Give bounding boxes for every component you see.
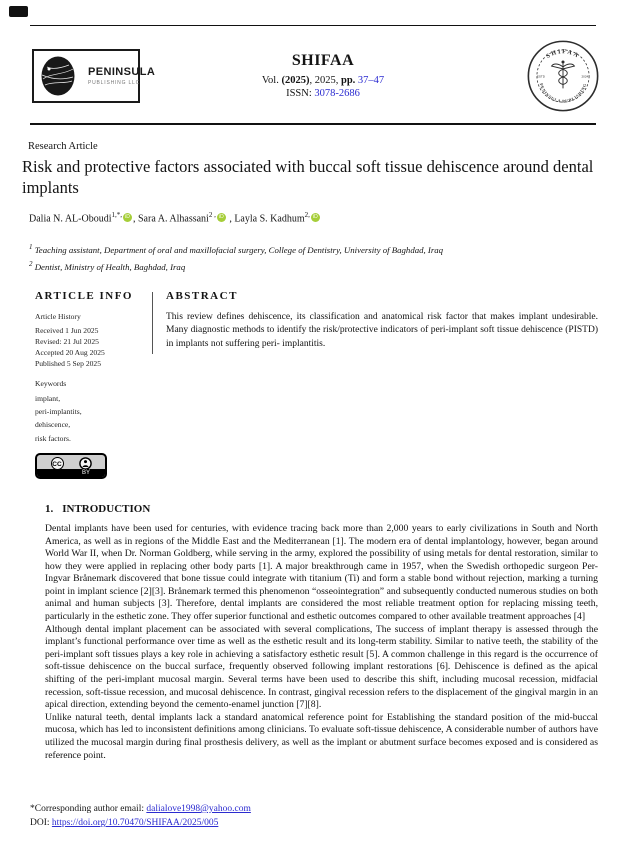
author-sup: 2 , <box>208 211 216 220</box>
seal-bottom-text: PENINSULA PUBLISHING <box>538 82 588 104</box>
vol-mid: , 2025, <box>309 74 341 86</box>
keyword-item: peri-implantits, <box>35 407 82 417</box>
orcid-icon[interactable]: iD <box>123 213 132 222</box>
history-item: Published 5 Sep 2025 <box>35 358 102 368</box>
svg-text:SHIFAA <box>546 49 581 60</box>
section-number: 1. <box>45 502 54 515</box>
affiliation-text: Dentist, Ministry of Health, Baghdad, Iraq <box>32 262 186 273</box>
intro-paragraph: Although dental implant placement can be associated with several complications, The success of implant therapy is assessed through the implant’s functional performance over time as well as the esthetic result and its long-term stability. Similar to native teeth, the stability of the peri-implant soft tissues plays a key role in achieving a satisfactory esthetic result [5]. A common challenge in this regard is the occurrence of soft-tissue dehiscence on the buccal surface, frequently observed following implant restorations [6]. Dehiscence is defined as the apical shifting of the peri-implant mucosal margin. Several terms have been used to describe this shift, including mucosal recession, midfacial recession, soft-tissue recession, and mucosal dehiscence. In contrast, gingival recession refers to the displacement of the gingival margin in an apical direction, extending beyond the cemento-enamel junction [7][8]. <box>45 623 598 711</box>
author-name: Sara A. Alhassani <box>138 213 209 225</box>
seal-year-text: 2024 <box>581 74 589 79</box>
abstract-heading: ABSTRACT <box>166 289 238 302</box>
volume-line <box>262 74 384 88</box>
author-separator: , <box>226 213 235 225</box>
authors-line <box>29 211 598 224</box>
seal-top-text: SHIFAA <box>545 49 581 60</box>
keyword-item: dehiscence, <box>35 420 71 430</box>
footnote <box>30 802 251 831</box>
affiliation-line <box>29 258 598 276</box>
author-separator: , <box>133 213 138 225</box>
intro-paragraph: Dental implants have been used for centuries, with evidence tracing back more than 2,000 years to early civilizations in South and North America, as well as in regions of the Middle East and the Mediterranean [1]. The modern era of dental implantology, however, began around World War II, when Dr. Norman Goldberg, while serving in the army, explored the possibility of using metals for dental restoration, similar to how they were applied in replacing other body parts [1]. A major breakthrough came in 1957, when the Swedish orthopedic surgeon Per-Ingvar Brånemark discovered that bone tissue could integrate with titanium (Ti) and form a stable bond without rejection, marking a turning point in implant science [2][3]. Brånemark termed this phenomenon “osseointegration” and subsequently conducted numerous studies on both animal and human subjects [3]. Therefore, dental implants are considered the most reliable treatment option for replacing missing teeth, particularly in the esthetic zone. They offer superior functional and esthetic outcomes compared to other available treatment approaches [4] <box>45 522 598 623</box>
affiliation-line <box>29 241 598 259</box>
pages-link[interactable]: 37–47 <box>355 74 385 86</box>
cc-by-license-badge[interactable] <box>35 453 107 479</box>
doi-line <box>30 816 251 830</box>
cc-by-label: BY <box>37 469 105 477</box>
corner-mark <box>9 6 28 17</box>
orcid-icon[interactable]: iD <box>217 213 226 222</box>
keyword-item: risk factors. <box>35 433 71 443</box>
abstract-text: This review defines dehiscence, its classification and anatomical risk factor that makes implant undesirable. Many diagnostic methods to identify the risk/protective indicators of peri-implant soft tissue dehiscence (PISTD) in implants not suffering peri- implantitis. <box>166 311 598 349</box>
doi-link[interactable]: https://doi.org/10.70470/SHIFAA/2025/005 <box>51 818 219 829</box>
affiliation-text: Teaching assistant, Department of oral and maxillofacial surgery, College of Dentistry, University of Baghdad, Iraq <box>32 244 444 255</box>
issn-line <box>262 87 384 101</box>
column-divider <box>152 292 153 354</box>
introduction-heading <box>45 503 598 515</box>
article-head <box>0 125 624 276</box>
cc-icon: CC <box>51 457 64 470</box>
correspondence-line <box>30 802 251 816</box>
section-title: INTRODUCTION <box>62 502 151 515</box>
journal-title: SHIFAA <box>291 51 355 69</box>
article-type-label: Research Article <box>28 141 98 152</box>
caduceus-icon <box>552 61 575 89</box>
keyword-item: implant, <box>35 393 61 403</box>
correspondence-label: *Corresponding author email: <box>30 804 147 814</box>
history-item: Accepted 20 Aug 2025 <box>35 347 105 357</box>
publisher-wordmark <box>88 67 155 86</box>
publisher-logo <box>32 49 156 103</box>
correspondence-email-link[interactable]: dalialove1998@yahoo.com <box>146 804 251 814</box>
info-abstract-section <box>25 290 598 479</box>
history-item: Revised: 21 Jul 2025 <box>35 336 99 346</box>
author-name: Dalia N. AL-Oboudi <box>29 213 112 225</box>
abstract-column <box>152 290 598 479</box>
journal-meta <box>262 51 384 101</box>
affiliations <box>29 241 598 276</box>
article-info-column <box>25 290 152 479</box>
author-name: Layla S. Kadhum <box>234 213 305 225</box>
issn-label: ISSN: <box>286 88 315 100</box>
issn-link[interactable]: 3078-2686 <box>314 88 360 100</box>
publisher-name: PENINSULA <box>88 65 156 78</box>
article-info-heading: ARTICLE INFO <box>35 289 133 302</box>
publisher-subtitle: PUBLISHING LLC <box>88 79 141 86</box>
author-sup: 1,*, <box>111 211 122 220</box>
intro-paragraph: Unlike natural teeth, dental implants lack a standard anatomical reference point for Establishing the standard position of the mid-buccal mucosa, which has led to inconsistent definitions among clinicians. To evaluate soft-tissue dehiscence, A considerable number of authors have utilized the mucosal margin during final prosthesis delivery, as well as the implant or abutment surface becomes exposed and is considered as reference point. <box>45 711 598 761</box>
article-title: Risk and protective factors associated with buccal soft tissue dehiscence around dental implants <box>22 157 594 198</box>
pp-label: pp. <box>340 74 356 86</box>
journal-header <box>0 26 624 123</box>
author-sup: 2, <box>304 211 310 220</box>
orcid-icon[interactable]: iD <box>311 213 320 222</box>
affiliation-sup: 2 <box>29 260 33 269</box>
publisher-logo-icon <box>39 55 77 97</box>
vol-prefix: Vol. <box>261 74 282 86</box>
doi-label: DOI: <box>30 818 52 829</box>
journal-seal <box>526 39 600 113</box>
history-label: Article History <box>35 311 81 321</box>
keywords-label: Keywords <box>35 378 67 388</box>
vol-year: (2025) <box>281 74 310 86</box>
introduction-section <box>45 503 598 762</box>
seal-estd-text: ESTD <box>536 74 545 79</box>
history-item: Received 1 Jun 2025 <box>35 325 99 335</box>
affiliation-sup: 1 <box>29 242 33 251</box>
